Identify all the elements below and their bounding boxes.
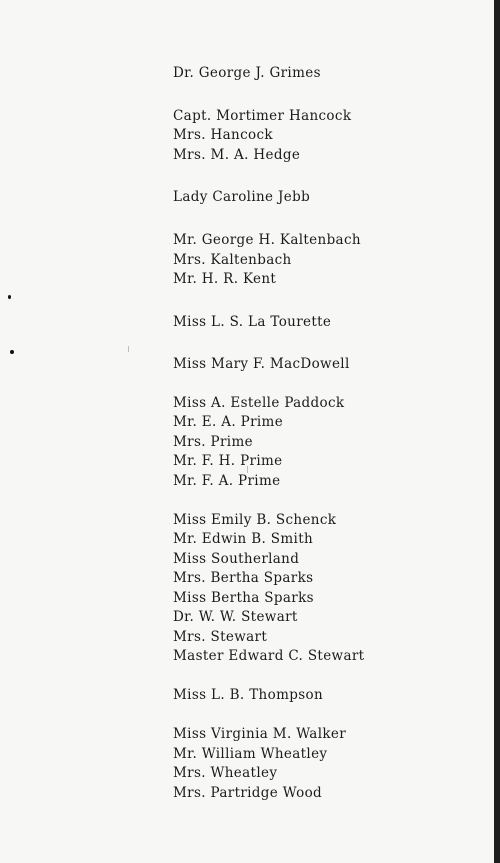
passenger-name: Mr. George H. Kaltenbach — [173, 232, 361, 248]
passenger-name: Mr. Edwin B. Smith — [173, 531, 314, 547]
passenger-name: Mrs. Partridge Wood — [173, 785, 323, 801]
passenger-name: Miss Virginia M. Walker — [173, 726, 347, 742]
passenger-name: Miss L. S. La Tourette — [173, 314, 332, 330]
passenger-name: Mrs. Hancock — [173, 127, 273, 143]
passenger-name: Miss Bertha Sparks — [173, 590, 314, 606]
ink-speck — [8, 295, 11, 299]
passenger-name: Mr. F. H. Prime — [173, 453, 283, 469]
passenger-name: Mr. E. A. Prime — [173, 414, 284, 430]
passenger-name: Miss A. Estelle Paddock — [173, 395, 345, 411]
passenger-name: Miss Mary F. MacDowell — [173, 356, 350, 372]
passenger-name: Mrs. Kaltenbach — [173, 252, 292, 268]
passenger-name: Mrs. Prime — [173, 434, 253, 450]
passenger-name: Dr. George J. Grimes — [173, 65, 321, 81]
passenger-name: Capt. Mortimer Hancock — [173, 108, 352, 124]
passenger-name: Mrs. Wheatley — [173, 765, 278, 781]
passenger-name: Mrs. Stewart — [173, 629, 268, 645]
passenger-name: Miss Southerland — [173, 551, 300, 567]
passenger-name: Mr. H. R. Kent — [173, 271, 277, 287]
ink-speck — [10, 350, 14, 354]
passenger-name: Miss Emily B. Schenck — [173, 512, 337, 528]
passenger-name: Master Edward C. Stewart — [173, 648, 365, 664]
passenger-name: Dr. W. W. Stewart — [173, 609, 298, 625]
paper-mark — [128, 346, 129, 352]
passenger-name: Lady Caroline Jebb — [173, 189, 311, 205]
passenger-name: Mr. F. A. Prime — [173, 473, 281, 489]
passenger-name: Mrs. M. A. Hedge — [173, 147, 301, 163]
passenger-name: Miss L. B. Thompson — [173, 687, 324, 703]
passenger-name: Mr. William Wheatley — [173, 746, 328, 762]
passenger-name: Mrs. Bertha Sparks — [173, 570, 314, 586]
